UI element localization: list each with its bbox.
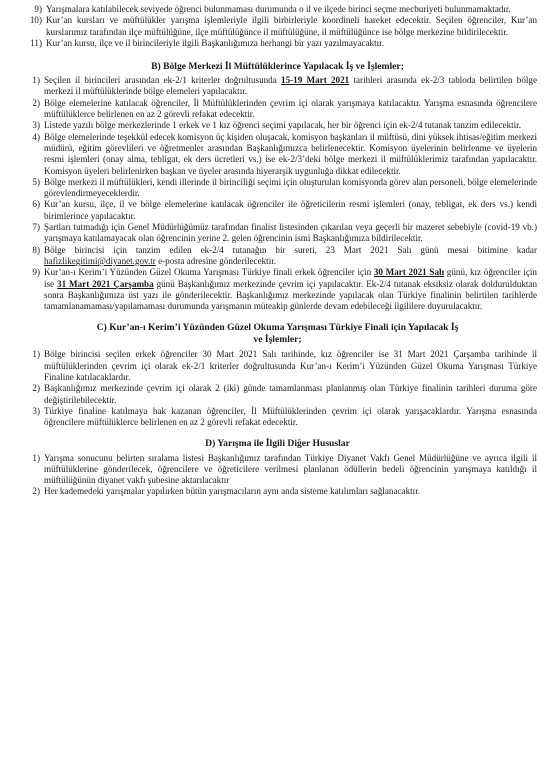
item-text: Her kademedeki yarışmalar yapılırken bütün yarışmacıların aynı anda sisteme katılımları sağlanacaktır. <box>44 486 420 497</box>
item-text-part: Bölge birincisi için tanzim edilen ek-2/4 tutanağın bir sureti, 23 Mart 2021 Salı günü mesai bitimine kadar <box>44 244 537 255</box>
item-text: Kur’an kursu, ilçe ve il birincileriyle ilgili Başkanlığımıza herhangi bir yazı yazılmayacaktır. <box>46 37 384 48</box>
item-number: 2) <box>32 486 40 497</box>
item-number: 9) <box>32 267 40 278</box>
list-item <box>18 177 537 200</box>
item-text <box>44 267 537 312</box>
item-number: 6) <box>32 199 40 210</box>
list-item <box>18 486 537 497</box>
section-c-title-line: C) Kur’an-ı Kerim’i Yüzünden Güzel Okuma Yarışması Türkiye Finali için Yapılacak İş <box>96 322 459 334</box>
item-text-part: günü Başkanlığımız merkezinde çevrim içi yapılacaktır. Ek-2/4 tutanak eksiksiz olarak doldurulduktan sonra Başkanlığımıza üst yazı ile gönderilecektir. Başkanlığımız merkezinde yapılacak olan Türkiye finalinin belirtilen tarihlerde tamamlanamaması/yapılamaması durumunda yarışmanın müteakip günlerde devam edebileceği ilgililere duyurulacaktır. <box>44 278 537 312</box>
item-text-part: günü, kız öğrenciler için ise <box>44 267 537 289</box>
item-number: 7) <box>32 222 40 233</box>
list-item <box>18 15 537 38</box>
list-item <box>18 132 537 177</box>
section-c-list <box>18 349 537 428</box>
section-b-title: B) Bölge Merkezi İl Müftülüklerince Yapılacak İş ve İşlemler; <box>151 61 404 73</box>
list-item <box>18 267 537 312</box>
item-number: 11) <box>30 37 42 48</box>
list-item <box>18 98 537 121</box>
section-d-title: D) Yarışma ile İlgili Diğer Hususlar <box>205 437 350 449</box>
date-highlight: 31 Mart 2021 Çarşamba <box>57 278 154 289</box>
item-number: 10) <box>29 15 42 26</box>
item-text: Yarışma sonucunu belirten sıralama listesi Başkanlığımız tarafından Türkiye Diyanet Vakfı Genel Müdürlüğüne ve ayrıca ilgili il müftülüklerine gönderilecek, öğrencilere ve öğreticilere verilmesi planlanan ödüllerin bedeli öğrencinin yarışmaya katıldığı il müftülüğünün diyanet vakfı şubesine aktarılacaktır <box>44 452 537 486</box>
item-text-part: Seçilen il birincileri arasından ek-2/1 kriterler doğrultusunda <box>44 75 282 86</box>
email-link[interactable]: hafizlikegitimi@diyanet.gov.tr <box>44 255 156 266</box>
item-number: 3) <box>32 120 40 131</box>
date-highlight: 30 Mart 2021 Salı <box>373 267 445 278</box>
item-text: Listede yazılı bölge merkezlerinde 1 erkek ve 1 kız öğrenci seçimi yapılacak, her bir öğrenci için ek-2/4 tutanak tanzim edilecektir. <box>44 120 521 131</box>
list-item <box>18 245 537 268</box>
item-text: Şartları tutmadığı için Genel Müdürlüğümüz tarafından finalist listesinden çıkarılan veya geçerli bir mazeret sebebiyle (covid-19 vb.) yarışmaya katılamayacak olan öğrencinin yerine 2. gelen öğrencinin ismi Başkanlığımıza bildirilecektir. <box>44 222 537 244</box>
date-highlight: 15-19 Mart 2021 <box>281 75 350 86</box>
item-text <box>44 245 537 268</box>
item-text-part: tarihleri arasında ek-2/3 tabloda belirtilen bölge merkezi il müftülüklerinde bölge elemeleri yapılacaktır. <box>44 75 537 97</box>
list-item <box>18 406 537 429</box>
section-d-list <box>18 453 537 498</box>
section-c-title-line: ve İşlemler; <box>253 334 302 346</box>
list-item <box>18 222 537 245</box>
item-text <box>44 75 537 98</box>
list-item <box>18 75 537 98</box>
list-item <box>18 120 537 131</box>
item-number: 2) <box>32 383 40 394</box>
section-c-title <box>18 322 537 346</box>
list-item <box>18 199 537 222</box>
item-number: 8) <box>32 244 40 255</box>
item-number: 5) <box>32 176 40 187</box>
item-number: 1) <box>32 75 40 86</box>
item-text: Kur’an kursları ve müftülükler yarışma işlemleriyle ilgili birbirleriyle koordineli hareket edecektir. Seçilen öğrenciler, Kur’an kurslarımız tarafından ilçe müftülüğüne, ilçe müftülüğünce il müftülüğüne, il müftülüğünce ise bölge merkezine bildirilecektir. <box>46 15 537 37</box>
item-text: Türkiye finaline katılmaya hak kazanan öğrenciler, İl Müftülüklerinden çevrim içi olarak yarışacaklardır. Yarışma esnasında öğrencilere müftülüklerce belirlenen en az 2 görevli refakat edecektir. <box>44 405 537 428</box>
item-number: 2) <box>32 97 40 108</box>
item-text: Bölge merkezi il müftülükleri, kendi illerinde il birinciliği seçimi için oluşturulan komisyonda görev alan personeli, bölge elemelerinde görevlendirmeyeceklerdir. <box>44 176 537 199</box>
item-number: 3) <box>32 405 40 416</box>
item-text: Yarışmalara katılabilecek seviyede öğrenci bulunmaması durumunda o il ve ilçede birinci seçme mecburiyeti bulunmamaktadır. <box>46 4 511 14</box>
item-text: Bölge elemelerine katılacak öğrenciler, İl Müftülüklerinden çevrim içi olarak yarışmaya katılacaktır. Yarışma esnasında öğrencilere müftülüklerce belirlenen en az 2 görevli refakat edecektir. <box>44 97 537 120</box>
item-text-part: Kur’an-ı Kerim’i Yüzünden Güzel Okuma Yarışması Türkiye finali erkek öğrenciler için <box>44 267 374 278</box>
list-item <box>18 453 537 487</box>
item-number: 4) <box>32 131 40 142</box>
item-text-part: e-posta adresine gönderilecektir. <box>155 255 277 266</box>
item-text: Kur’an kursu, ilçe, il ve bölge elemelerine katılacak öğrenciler ile öğreticilerin resmi işlemleri (onay, tebligat, ek ders vs.) kendi birimlerince yapılacaktır. <box>44 199 537 221</box>
item-number: 1) <box>32 452 40 463</box>
intro-list <box>18 4 537 49</box>
list-item <box>18 38 537 49</box>
item-number: 9) <box>34 4 42 14</box>
item-text: Bölge birincisi seçilen erkek öğrenciler 30 Mart 2021 Salı tarihinde, kız öğrenciler ise 31 Mart 2021 Çarşamba tarihinde il müftülüklerinden çevrim içi olarak ek-2/1 kriterler doğrultusunda Kur’an-ı Kerim’i Yüzünden Güzel Okuma Yarışması Türkiye Finaline katılacaklardır. <box>44 349 537 383</box>
item-number: 1) <box>32 349 40 360</box>
item-text: Bölge elemelerinde teşekkül edecek komisyon üç kişiden oluşacak, komisyon başkanları il müftüsü, dini yüksek ihtisas/eğitim merkezi müdürü, eğitim görevlileri ve öğretmenler arasından Başkanlığımızca belirlenecektir. Komisyon üyelerinin belirlenme ve üyelerin resmi işlemleri (onay alma, tebligat, ek ders ücretleri vs.) ise ek-2/3’deki bölge merkezi il müftülüklerimiz tarafından yapılacaktır. Komisyon üyeleri belirlenirken başkan ve üyeler arasında hiyerarşik uygunluğa dikkat edilecektir. <box>44 131 537 176</box>
list-item <box>18 349 537 383</box>
document-body <box>18 4 537 498</box>
item-text: Başkanlığımız merkezinde çevrim içi olarak 2 (iki) günde tamamlanması planlanmış olan Türkiye finalinin tarihleri duruma göre değiştirilebilecektir. <box>44 383 537 405</box>
list-item <box>18 4 537 15</box>
section-b-list <box>18 75 537 312</box>
list-item <box>18 383 537 406</box>
